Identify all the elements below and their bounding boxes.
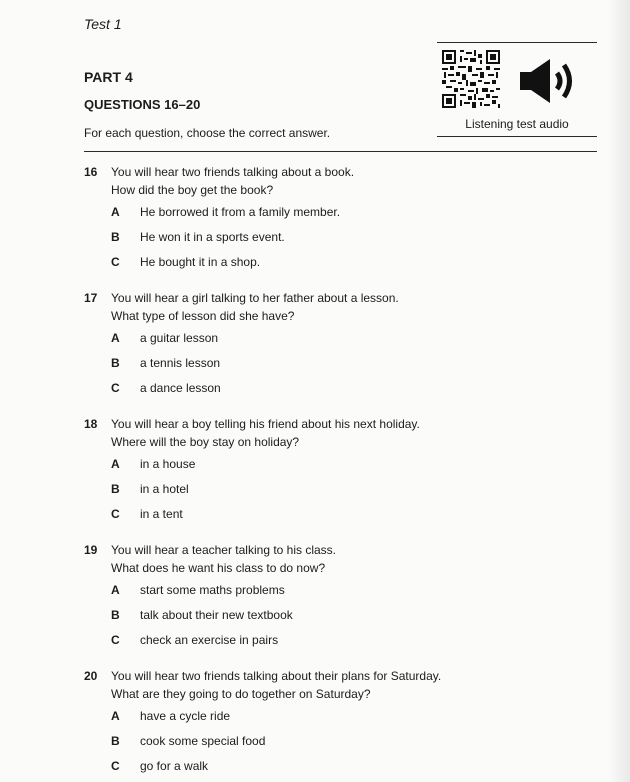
option-text: in a house: [140, 457, 196, 471]
option-letter: A: [111, 205, 120, 219]
option-text: talk about their new textbook: [140, 608, 293, 622]
option-text: a dance lesson: [140, 381, 221, 395]
option-letter: B: [111, 734, 120, 748]
question-text: How did the boy get the book?: [111, 183, 274, 197]
question-text: What does he want his class to do now?: [111, 561, 326, 575]
option-text: go for a walk: [140, 759, 209, 773]
part-title: PART 4: [84, 69, 133, 85]
option-letter: B: [111, 230, 120, 244]
questions-range: QUESTIONS 16–20: [84, 97, 201, 112]
option-text: a guitar lesson: [140, 331, 219, 345]
qr-code-icon[interactable]: [442, 50, 500, 108]
option-text: check an exercise in pairs: [140, 633, 279, 647]
audio-label: Listening test audio: [465, 117, 569, 131]
page-edge-shadow: [608, 0, 630, 782]
option-b[interactable]: [111, 734, 265, 748]
option-letter: A: [111, 583, 120, 597]
question-prompt: You will hear a girl talking to her father about a lesson.: [111, 291, 399, 305]
speaker-icon[interactable]: [518, 58, 578, 104]
question-prompt: You will hear two friends talking about their plans for Saturday.: [111, 669, 442, 683]
question-prompt: You will hear a boy telling his friend about his next holiday.: [111, 417, 420, 431]
option-c[interactable]: [111, 507, 183, 521]
question-text: Where will the boy stay on holiday?: [111, 435, 300, 449]
option-a[interactable]: [111, 331, 218, 345]
divider: [84, 151, 597, 152]
question-text: What are they going to do together on Saturday?: [111, 687, 371, 701]
option-letter: C: [111, 507, 120, 521]
option-text: a tennis lesson: [140, 356, 221, 370]
option-b[interactable]: [111, 608, 293, 622]
option-text: in a tent: [140, 507, 183, 521]
option-letter: C: [111, 759, 120, 773]
option-a[interactable]: [111, 583, 285, 597]
test-label: Test 1: [84, 16, 122, 32]
option-letter: B: [111, 482, 120, 496]
option-letter: B: [111, 356, 120, 370]
question-prompt: You will hear two friends talking about a book.: [111, 165, 355, 179]
option-text: start some maths problems: [140, 583, 285, 597]
option-letter: C: [111, 255, 120, 269]
option-letter: B: [111, 608, 120, 622]
option-b[interactable]: [111, 482, 189, 496]
option-a[interactable]: [111, 457, 195, 471]
option-text: have a cycle ride: [140, 709, 231, 723]
option-c[interactable]: [111, 255, 260, 269]
question-number: 17: [84, 291, 98, 305]
instruction-text: For each question, choose the correct answer.: [84, 126, 331, 140]
question-number: 19: [84, 543, 98, 557]
option-letter: C: [111, 381, 120, 395]
option-letter: A: [111, 709, 120, 723]
option-text: He borrowed it from a family member.: [140, 205, 341, 219]
option-b[interactable]: [111, 356, 220, 370]
option-text: cook some special food: [140, 734, 266, 748]
option-letter: C: [111, 633, 120, 647]
option-text: in a hotel: [140, 482, 189, 496]
option-text: He won it in a sports event.: [140, 230, 285, 244]
option-a[interactable]: [111, 709, 230, 723]
option-letter: A: [111, 331, 120, 345]
option-b[interactable]: [111, 230, 285, 244]
option-text: He bought it in a shop.: [140, 255, 261, 269]
question-text: What type of lesson did she have?: [111, 309, 295, 323]
option-c[interactable]: [111, 381, 221, 395]
option-letter: A: [111, 457, 120, 471]
option-c[interactable]: [111, 633, 278, 647]
option-c[interactable]: [111, 759, 208, 773]
option-a[interactable]: [111, 205, 340, 219]
question-prompt: You will hear a teacher talking to his class.: [111, 543, 337, 557]
question-number: 16: [84, 165, 98, 179]
question-number: 20: [84, 669, 98, 683]
question-number: 18: [84, 417, 98, 431]
audio-box: [437, 42, 597, 137]
